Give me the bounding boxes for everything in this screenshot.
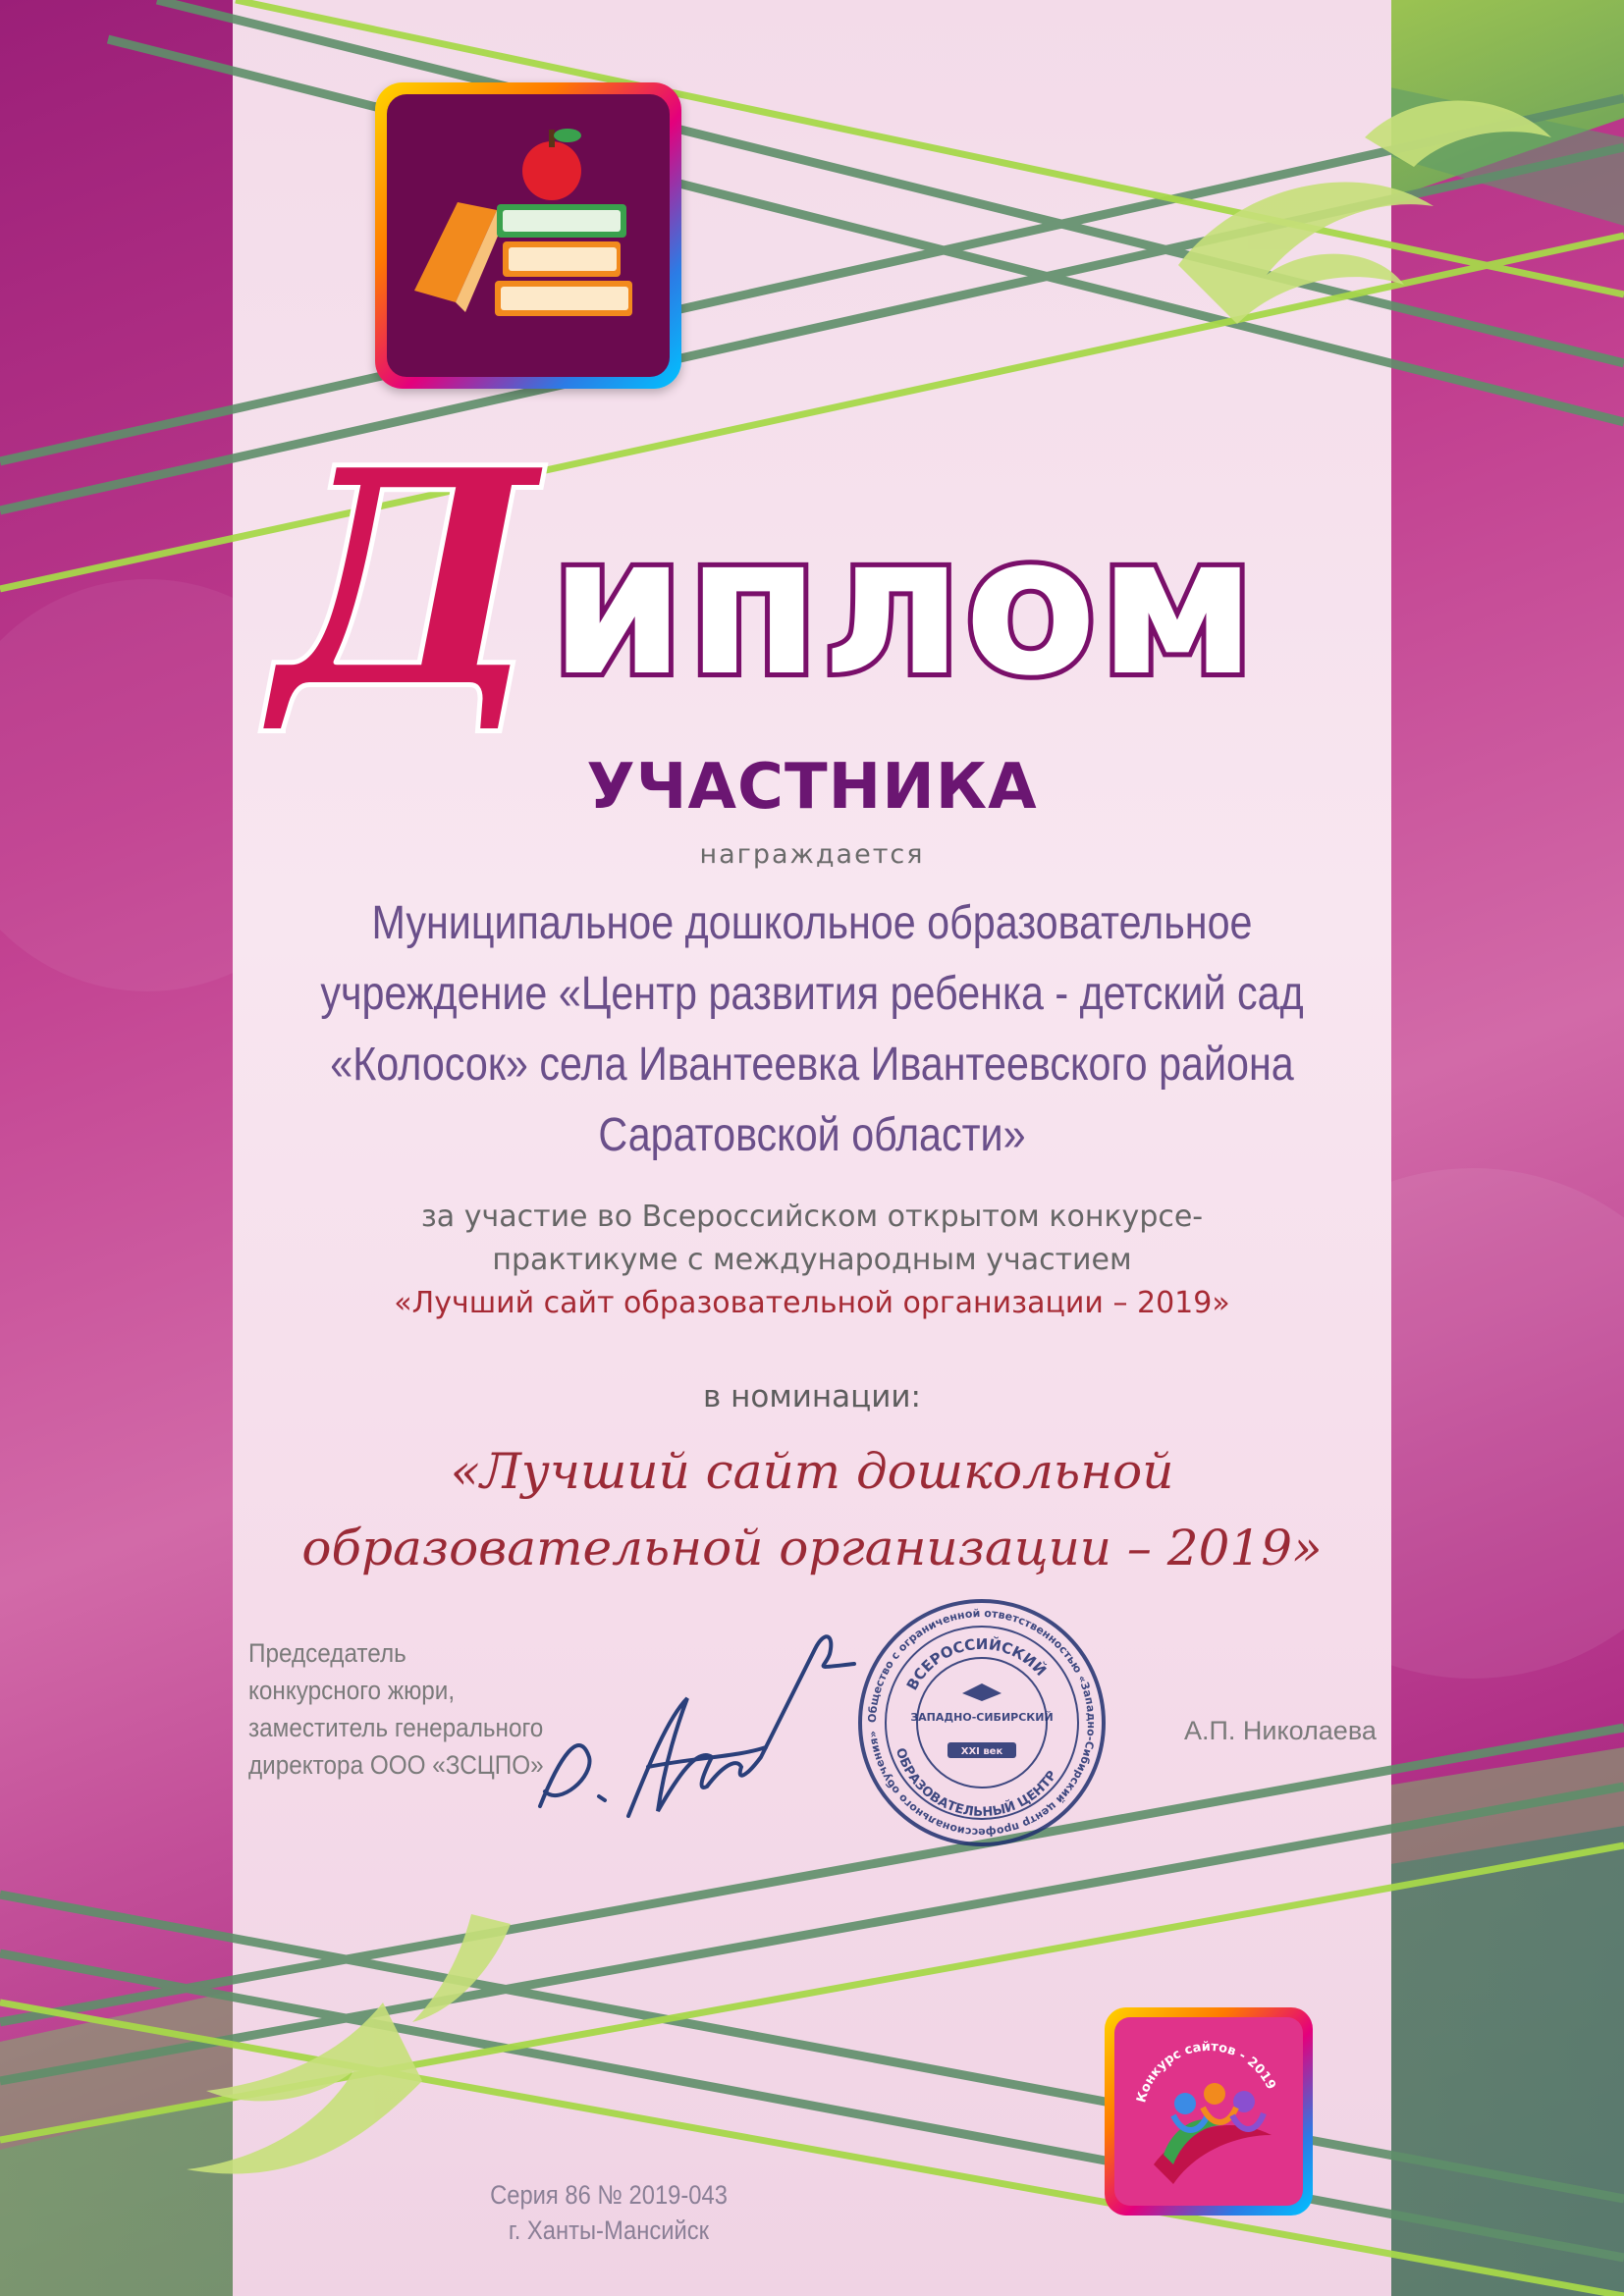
recipient-line: учреждение «Центр развития ребенка - детский сад — [320, 968, 1304, 1020]
signer-title-line: конкурсного жюри, — [248, 1676, 456, 1705]
reason-line: практикуме с международным участием — [492, 1243, 1132, 1277]
stamp-center-text: ЗАПАДНО-СИБИРСКИЙ — [910, 1711, 1054, 1724]
recipient-line: «Колосок» села Ивантеевка Ивантеевского района — [330, 1039, 1294, 1091]
handwritten-signature — [501, 1610, 874, 1836]
stamp-outer-text: Общество с ограниченной ответственностью «Западно-Сибирский центр профессионального обучения» — [865, 1606, 1099, 1840]
books-logo — [375, 82, 681, 389]
series-block — [479, 2177, 738, 2248]
diploma-title — [255, 422, 1384, 756]
city: г. Ханты-Мансийск — [508, 2216, 710, 2245]
reason — [233, 1196, 1391, 1325]
title-initial: Д — [275, 422, 537, 752]
contest-logo — [1105, 2007, 1313, 2216]
signer-title-line: заместитель генерального — [248, 1713, 544, 1742]
awarded-label: награждается — [699, 839, 925, 870]
signer-name: А.П. Николаева — [1184, 1716, 1377, 1745]
contest-logo-text: Конкурс сайтов - 2019 — [1134, 2039, 1278, 2105]
stamp-ribbon-text: XXI век — [960, 1746, 1003, 1757]
reason-line: за участие во Всероссийском открытом конкурсе- — [420, 1200, 1204, 1234]
series-number: Серия 86 № 2019-043 — [490, 2180, 728, 2210]
nomination-label: в номинации: — [703, 1379, 921, 1415]
stamp-top-text: ВСЕРОССИЙСКИЙ — [902, 1634, 1051, 1693]
title-rest: иплом — [550, 495, 1259, 719]
recipient-line: Муниципальное дошкольное образовательное — [371, 897, 1253, 949]
subtitle: УЧАСТНИКА — [586, 751, 1038, 824]
books-and-apple-icon — [387, 94, 670, 377]
stamp-bottom-text: ОБРАЗОВАТЕЛЬНЫЙ ЦЕНТР — [892, 1745, 1060, 1821]
contest-people-icon — [1114, 2017, 1303, 2206]
official-stamp — [854, 1595, 1110, 1850]
recipient — [314, 888, 1311, 1171]
contest-name: «Лучший сайт образовательной организации – 2019» — [394, 1286, 1230, 1320]
recipient-line: Саратовской области» — [598, 1109, 1026, 1161]
signer-title-line: Председатель — [248, 1638, 406, 1668]
nomination — [233, 1433, 1391, 1586]
svg-text:ВСЕРОССИЙСКИЙ — [903, 1634, 1051, 1693]
nomination-line: «Лучший сайт дошкольной — [450, 1443, 1174, 1500]
nomination-line: образовательной организации – 2019» — [301, 1520, 1323, 1576]
signer-title-line: директора ООО «ЗСЦПО» — [248, 1750, 544, 1780]
